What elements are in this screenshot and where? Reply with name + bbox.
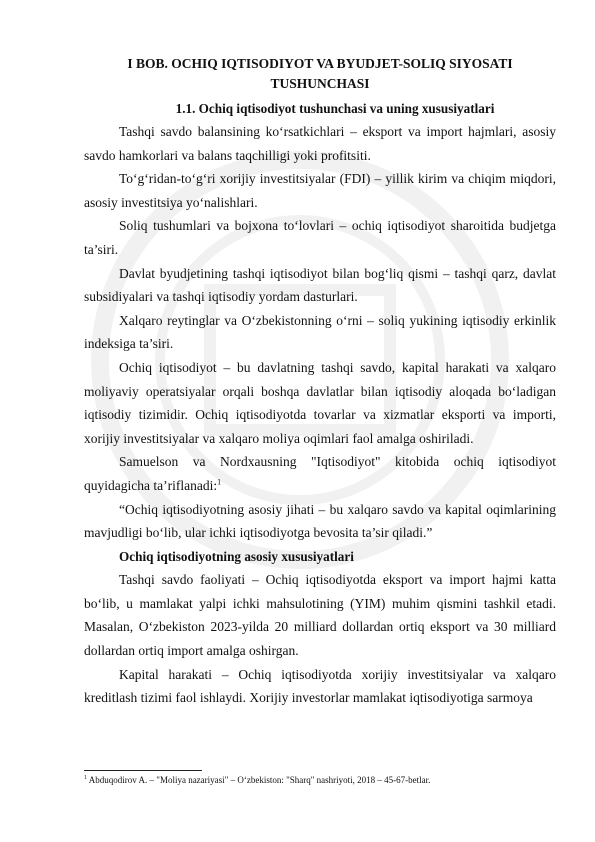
paragraph-ratings: Xalqaro reytinglar va O‘zbekistonning o‘rni – soliq yukining iqtisodiy erkinlik indeksiga ta’siri. xyxy=(84,312,556,352)
paragraph-quote: “Ochiq iqtisodiyotning asosiy jihati – bu xalqaro savdo va kapital oqimlarining mavjudligi bo‘lib, ular ichki iqtisodiyotga bevosita ta’sir qiladi.” xyxy=(84,501,556,541)
footnote-text: Abduqodirov A. – "Moliya nazariyasi" – O‘zbekiston: "Sharq" nashriyoti, 2018 – 45-67-betlar. xyxy=(88,775,431,785)
section-title: 1.1. Ochiq iqtisodiyot tushunchasi va uning xususiyatlari xyxy=(175,101,495,116)
paragraph-open-economy-definition: Ochiq iqtisodiyot – bu davlatning tashqi savdo, kapital harakati va xalqaro moliyaviy operatsiyalar orqali boshqa davlatlar bilan iqtisodiy aloqada bo‘ladigan iqtisodiy tizimidir. Ochiq iqtisodiyotda tovarlar va xizmatlar eksporti va importi, xorijiy investitsiyalar va xalqaro moliya oqimlari faol amalga oshiriladi. xyxy=(84,359,556,446)
footnote-number: 1 xyxy=(84,775,87,781)
chapter-title-line1: I BOB. OCHIQ IQTISODIYOT VA BYUDJET-SOLIQ SIYOSATI xyxy=(127,56,513,71)
paragraph-state-budget: Davlat byudjetining tashqi iqtisodiyot bilan bog‘liq qismi – tashqi qarz, davlat subsidiyalari va tashqi iqtisodiy yordam dasturlari. xyxy=(84,265,556,305)
footnote-marker[interactable]: 1 xyxy=(217,477,222,487)
document-page xyxy=(84,54,556,710)
paragraph-trade-balance: Tashqi savdo balansining ko‘rsatkichlari – eksport va import hajmlari, asosiy savdo hamkorlari va balans taqchilligi yoki profitsiti. xyxy=(84,124,556,163)
footnote xyxy=(84,774,564,786)
paragraph-fdi: To‘g‘ridan-to‘g‘ri xorijiy investitsiyalar (FDI) – yillik kirim va chiqim miqdori, asosiy investitsiya yo‘nalishlari. xyxy=(84,171,556,210)
subheading-features: Ochiq iqtisodiyotning asosiy xususiyatlari xyxy=(119,548,354,564)
footnote-divider xyxy=(84,770,202,771)
paragraph-samuelson xyxy=(84,450,556,497)
paragraph-capital-movement: Kapital harakati – Ochiq iqtisodiyotda xorijiy investitsiyalar va xalqaro kreditlash tizimi faol ishlaydi. Xorijiy investorlar mamlakat iqtisodiyotiga sarmoya xyxy=(84,666,556,706)
paragraph-tax-revenue: Soliq tushumlari va bojxona to‘lovlari – ochiq iqtisodiyot sharoitida budjetga ta’siri. xyxy=(84,218,556,257)
paragraph-samuelson-text: Samuelson va Nordxausning "Iqtisodiyot" kitobida ochiq iqtisodiyot quyidagicha ta’riflanadi: xyxy=(84,454,556,493)
chapter-title-line2: TUSHUNCHASI xyxy=(270,76,370,91)
paragraph-foreign-trade: Tashqi savdo faoliyati – Ochiq iqtisodiyotda eksport va import hajmi katta bo‘lib, u mamlakat yalpi ichki mahsulotining (YIM) muhim qismini tashkil etadi. Masalan, O‘zbekiston 2023-yilda 20 milliard dollardan ortiq eksport va 30 milliard dollardan ortiq import amalga oshirgan. xyxy=(84,572,556,659)
